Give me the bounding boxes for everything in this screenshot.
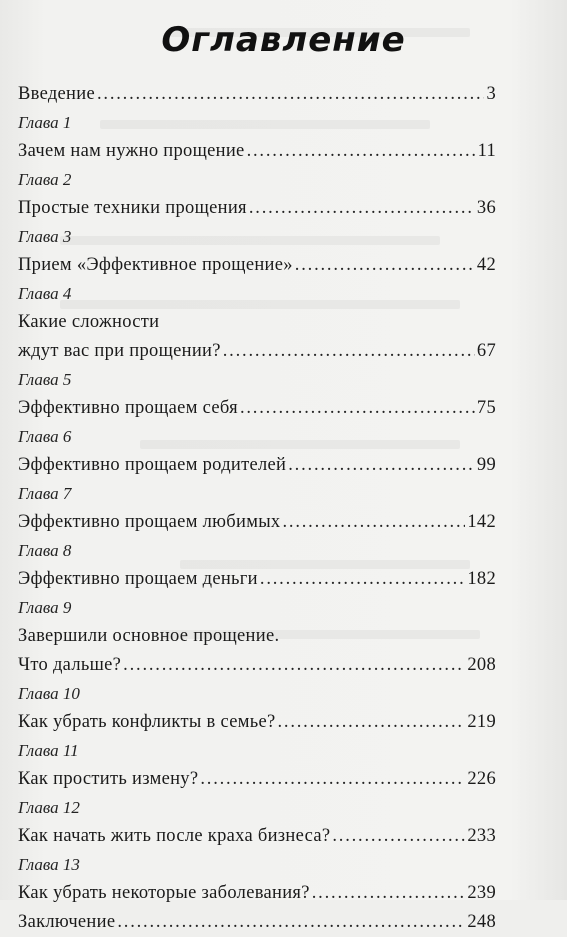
toc-entry xyxy=(18,166,496,223)
page-number: 67 xyxy=(476,341,496,361)
dot-leader xyxy=(117,908,465,937)
entry-title: Как простить измену? xyxy=(18,769,199,789)
chapter-label: Глава 3 xyxy=(18,227,72,246)
dot-leader xyxy=(277,708,465,737)
toc-entry xyxy=(18,480,496,537)
dot-leader xyxy=(223,337,475,366)
chapter-label: Глава 12 xyxy=(18,798,80,817)
entry-title: Заключение xyxy=(18,912,116,932)
page-number: 208 xyxy=(467,655,496,675)
page-title: Оглавление xyxy=(161,20,406,60)
page-number: 226 xyxy=(467,769,496,789)
toc-row xyxy=(18,194,496,223)
toc-row xyxy=(18,565,496,594)
chapter-label: Глава 9 xyxy=(18,598,72,617)
chapter-label: Глава 8 xyxy=(18,541,72,560)
toc-entry xyxy=(18,908,496,937)
entry-title-line: Какие сложности xyxy=(18,312,160,332)
page-number: 11 xyxy=(477,141,496,161)
dot-leader xyxy=(282,508,465,537)
toc-row xyxy=(18,451,496,480)
table-of-contents xyxy=(18,80,496,937)
chapter-label: Глава 2 xyxy=(18,170,72,189)
entry-title: Зачем нам нужно прощение xyxy=(18,141,245,161)
toc-entry xyxy=(18,794,496,851)
entry-title: Простые техники прощения xyxy=(18,198,247,218)
entry-title-line: Завершили основное прощение. xyxy=(18,626,280,646)
page-number: 219 xyxy=(467,712,496,732)
dot-leader xyxy=(240,394,475,423)
page-number: 233 xyxy=(467,826,496,846)
chapter-label: Глава 10 xyxy=(18,684,80,703)
toc-entry xyxy=(18,851,496,908)
entry-title: Прием «Эффективное прощение» xyxy=(18,255,293,275)
entry-title: Эффективно прощаем себя xyxy=(18,398,238,418)
toc-row xyxy=(18,879,496,908)
page-number: 248 xyxy=(467,912,496,932)
toc-entry xyxy=(18,109,496,166)
dot-leader xyxy=(288,451,475,480)
dot-leader xyxy=(295,251,475,280)
toc-entry xyxy=(18,280,496,366)
entry-title: Что дальше? xyxy=(18,655,122,675)
toc-entry xyxy=(18,537,496,594)
toc-entry xyxy=(18,80,496,109)
toc-entry xyxy=(18,594,496,680)
dot-leader xyxy=(332,822,465,851)
page-number: 239 xyxy=(467,883,496,903)
toc-row xyxy=(18,337,496,366)
entry-title: Как начать жить после краха бизнеса? xyxy=(18,826,331,846)
entry-title: Введение xyxy=(18,84,95,104)
dot-leader xyxy=(247,137,476,166)
page-number: 42 xyxy=(476,255,496,275)
toc-row xyxy=(18,822,496,851)
entry-title: Эффективно прощаем родителей xyxy=(18,455,287,475)
entry-title: Как убрать конфликты в семье? xyxy=(18,712,276,732)
page-number: 36 xyxy=(476,198,496,218)
chapter-label: Глава 6 xyxy=(18,427,72,446)
dot-leader xyxy=(260,565,465,594)
page-number: 182 xyxy=(467,569,496,589)
toc-entry xyxy=(18,423,496,480)
chapter-label: Глава 1 xyxy=(18,113,72,132)
dot-leader xyxy=(249,194,475,223)
entry-title: Эффективно прощаем любимых xyxy=(18,512,281,532)
dot-leader xyxy=(200,765,465,794)
dot-leader xyxy=(123,651,465,680)
toc-row xyxy=(18,251,496,280)
chapter-label: Глава 13 xyxy=(18,855,80,874)
page-number: 75 xyxy=(476,398,496,418)
toc-row xyxy=(18,80,496,109)
toc-entry xyxy=(18,680,496,737)
entry-title: Как убрать некоторые заболевания? xyxy=(18,883,310,903)
toc-row xyxy=(18,651,496,680)
toc-row xyxy=(18,394,496,423)
toc-entry xyxy=(18,737,496,794)
page-number: 142 xyxy=(467,512,496,532)
entry-title: ждут вас при прощении? xyxy=(18,341,221,361)
toc-row xyxy=(18,137,496,166)
toc-entry xyxy=(18,223,496,280)
page-number: 99 xyxy=(476,455,496,475)
dot-leader xyxy=(312,879,466,908)
chapter-label: Глава 7 xyxy=(18,484,72,503)
chapter-label: Глава 4 xyxy=(18,284,72,303)
toc-entry xyxy=(18,366,496,423)
entry-title: Эффективно прощаем деньги xyxy=(18,569,258,589)
toc-row xyxy=(18,765,496,794)
dot-leader xyxy=(97,80,484,109)
chapter-label: Глава 5 xyxy=(18,370,72,389)
chapter-label: Глава 11 xyxy=(18,741,79,760)
toc-row xyxy=(18,908,496,937)
toc-row xyxy=(18,708,496,737)
toc-row xyxy=(18,508,496,537)
page-number: 3 xyxy=(486,84,496,104)
